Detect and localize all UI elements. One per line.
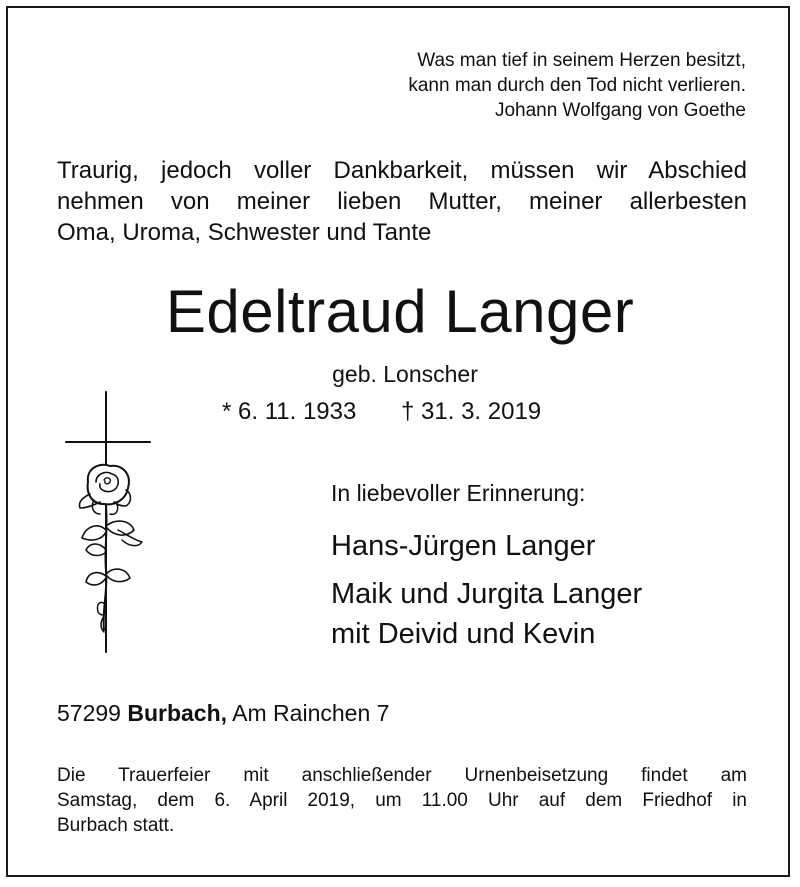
address-town: Burbach, [127,700,228,726]
mourner-line-3: mit Deivid und Kevin [331,618,596,650]
birth-date: * 6. 11. 1933 [222,398,357,425]
notice-line-2: Samstag, dem 6. April 2019, um 11.00 Uhr auf dem Friedhof in [57,790,747,811]
mourner-line-1: Hans-Jürgen Langer [331,530,596,562]
goethe-quote [408,48,746,123]
quote-line-2: kann man durch den Tod nicht verlieren. [408,75,746,96]
intro-line-2: nehmen von meiner lieben Mutter, meiner allerbesten [57,188,747,215]
quote-author: Johann Wolfgang von Goethe [494,100,746,121]
address-street: Am Rainchen 7 [232,700,390,726]
maiden-name: geb. Lonscher [332,361,478,387]
funeral-notice [57,763,747,838]
address-postcode: 57299 [57,700,121,726]
mourner-line-2: Maik und Jurgita Langer [331,578,643,610]
life-dates [222,397,541,427]
deceased-name: Edeltraud Langer [165,278,635,345]
intro-text [57,155,747,248]
notice-line-3: Burbach statt. [57,815,175,836]
notice-line-1: Die Trauerfeier mit anschließender Urnenbeisetzung findet am [57,765,747,786]
intro-line-3: Oma, Uroma, Schwester und Tante [57,219,432,246]
death-date: † 31. 3. 2019 [401,398,542,425]
mourner-address [57,698,389,728]
remembrance-heading: In liebevoller Erinnerung: [331,480,586,506]
quote-line-1: Was man tief in seinem Herzen besitzt, [417,50,746,71]
intro-line-1: Traurig, jedoch voller Dankbarkeit, müssen wir Abschied [57,157,747,184]
cross-rose-icon [60,390,156,654]
mourners-list [331,526,642,654]
